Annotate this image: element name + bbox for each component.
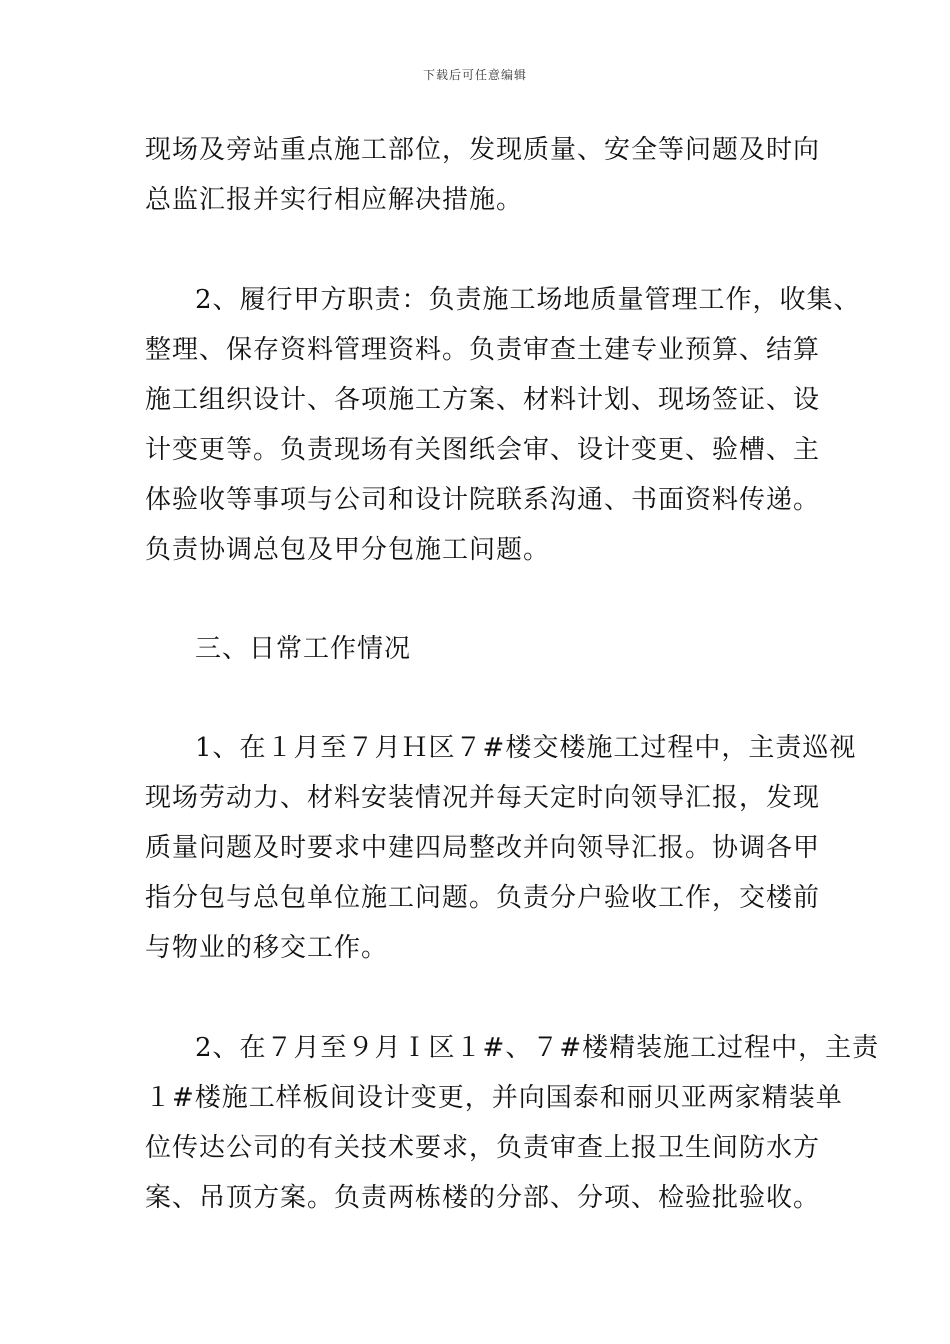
text-line: 体验收等事项与公司和设计院联系沟通、书面资料传递。 bbox=[145, 485, 821, 515]
text-line: 质量问题及时要求中建四局整改并向领导汇报。协调各甲 bbox=[145, 833, 821, 863]
text-line: １#楼施工样板间设计变更，并向国泰和丽贝亚两家精装单 bbox=[145, 1083, 843, 1113]
paragraph-start: 2、履行甲方职责：负责施工场地质量管理工作，收集、 bbox=[195, 285, 861, 315]
text-line: 计变更等。负责现场有关图纸会审、设计变更、验槽、主 bbox=[145, 435, 821, 465]
text-line: 负责协调总包及甲分包施工问题。 bbox=[145, 535, 551, 565]
text-line: 位传达公司的有关技术要求，负责审查上报卫生间防水方 bbox=[145, 1133, 821, 1163]
text-line: 与物业的移交工作。 bbox=[145, 933, 389, 963]
text-line: 案、吊顶方案。负责两栋楼的分部、分项、检验批验收。 bbox=[145, 1183, 821, 1213]
text-line: 指分包与总包单位施工问题。负责分户验收工作，交楼前 bbox=[145, 883, 821, 913]
text-line: 现场劳动力、材料安装情况并每天定时向领导汇报，发现 bbox=[145, 783, 821, 813]
page-header: 下载后可任意编辑 bbox=[422, 68, 527, 82]
text-line: 施工组织设计、各项施工方案、材料计划、现场签证、设 bbox=[145, 385, 821, 415]
text-line: 整理、保存资料管理资料。负责审查土建专业预算、结算 bbox=[145, 335, 821, 365]
text-line: 现场及旁站重点施工部位，发现质量、安全等问题及时向 bbox=[145, 135, 821, 165]
section-heading: 三、日常工作情况 bbox=[195, 634, 412, 664]
paragraph-start: 1、在１月至７月Ｈ区７#楼交楼施工过程中，主责巡视 bbox=[195, 733, 857, 763]
text-line: 总监汇报并实行相应解决措施。 bbox=[145, 185, 524, 215]
paragraph-start: 2、在７月至９月Ｉ区１#、７#楼精装施工过程中，主责 bbox=[195, 1033, 880, 1063]
